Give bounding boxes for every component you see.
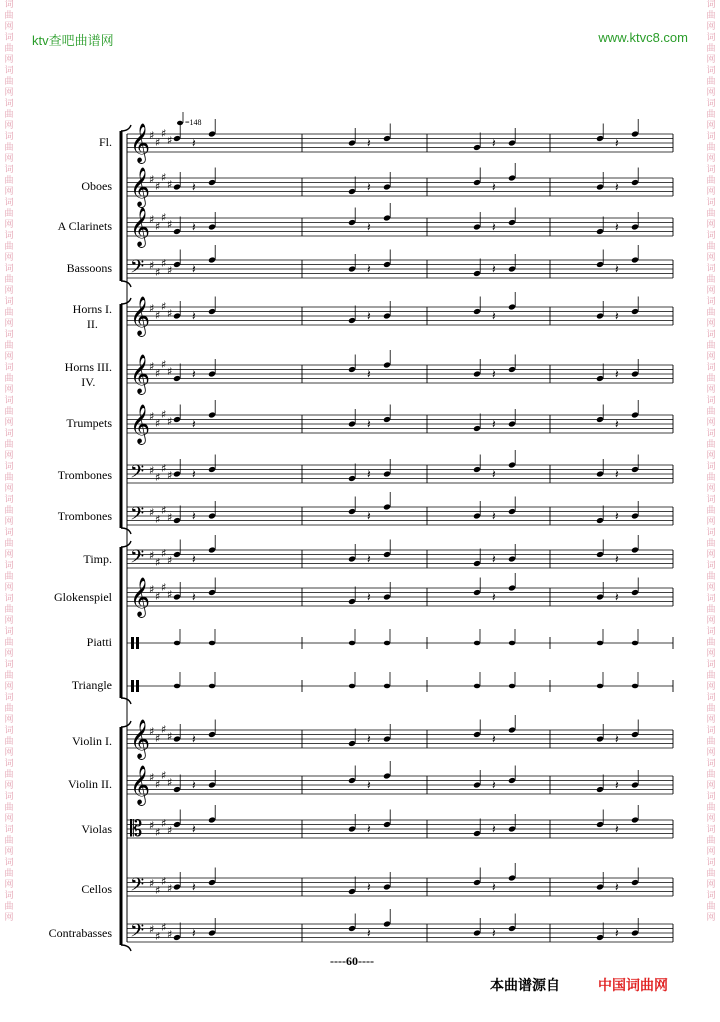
sharp-icon: ♯ (149, 506, 155, 519)
instrument-name: Cellos (81, 882, 112, 896)
staff-5 (127, 292, 673, 337)
rest-icon: 𝄽 (367, 509, 371, 523)
instrument-label (81, 882, 112, 897)
sharp-icon: ♯ (167, 365, 173, 378)
staff-15 (127, 761, 673, 806)
rest-icon: 𝄽 (615, 778, 619, 792)
alto-clef-icon: 𝄡 (130, 817, 143, 842)
rest-icon: 𝄽 (615, 367, 619, 381)
sharp-icon: ♯ (149, 771, 155, 784)
instrument-name: Bassoons (66, 261, 112, 275)
sharp-icon: ♯ (167, 928, 173, 941)
note-head (384, 684, 390, 689)
percussion-clef-icon (136, 637, 139, 649)
rest-icon: 𝄽 (367, 136, 371, 150)
rest-icon: 𝄽 (492, 880, 496, 894)
rest-icon: 𝄽 (615, 732, 619, 746)
sharp-icon: ♯ (161, 723, 167, 736)
sharp-icon: ♯ (167, 730, 173, 743)
rest-icon: 𝄽 (615, 180, 619, 194)
sharp-icon: ♯ (167, 264, 173, 277)
sharp-icon: ♯ (167, 134, 173, 147)
percussion-clef-icon (131, 637, 134, 649)
sharp-icon: ♯ (167, 824, 173, 837)
bass-clef-icon: 𝄢 (130, 462, 145, 487)
instrument-label (58, 219, 112, 234)
percussion-clef-icon (136, 680, 139, 692)
rest-icon: 𝄽 (192, 732, 196, 746)
sharp-icon: ♯ (155, 732, 161, 745)
rest-icon: 𝄽 (492, 509, 496, 523)
sharp-icon: ♯ (149, 213, 155, 226)
sharp-icon: ♯ (161, 581, 167, 594)
staff-2 (127, 163, 673, 208)
sharp-icon: ♯ (155, 778, 161, 791)
rest-icon: 𝄽 (492, 552, 496, 566)
rest-icon: 𝄽 (192, 822, 196, 836)
rest-icon: 𝄽 (367, 926, 371, 940)
rest-icon: 𝄽 (367, 590, 371, 604)
sharp-icon: ♯ (149, 549, 155, 562)
instrument-name: Timp. (83, 552, 112, 566)
rest-icon: 𝄽 (492, 732, 496, 746)
rest-icon: 𝄽 (367, 262, 371, 276)
sharp-icon: ♯ (161, 921, 167, 934)
instrument-name-secondary: IV. (81, 375, 96, 389)
sharp-icon: ♯ (149, 923, 155, 936)
sharp-icon: ♯ (155, 309, 161, 322)
rest-icon: 𝄽 (192, 180, 196, 194)
instrument-label (66, 416, 112, 431)
sharp-icon: ♯ (161, 211, 167, 224)
rest-icon: 𝄽 (367, 778, 371, 792)
sharp-icon: ♯ (161, 358, 167, 371)
instrument-label (81, 822, 112, 837)
rest-icon: 𝄽 (367, 880, 371, 894)
sharp-icon: ♯ (149, 877, 155, 890)
rest-icon: 𝄽 (192, 467, 196, 481)
rest-icon: 𝄽 (492, 778, 496, 792)
instrument-name: Violin I. (72, 734, 112, 748)
note-head (597, 641, 603, 646)
rest-icon: 𝄽 (492, 180, 496, 194)
page-number: ----60---- (330, 954, 374, 968)
bass-clef-icon: 𝄢 (130, 257, 145, 282)
note-head (632, 641, 638, 646)
percussion-clef-icon (131, 680, 134, 692)
rest-icon: 𝄽 (615, 880, 619, 894)
instrument-name: Contrabasses (48, 926, 112, 940)
instrument-label (68, 777, 112, 792)
instrument-label (81, 179, 112, 194)
treble-clef-icon: 𝄞 (130, 167, 151, 207)
sharp-icon: ♯ (161, 257, 167, 270)
instrument-name: Fl. (98, 135, 112, 149)
instrument-label (99, 135, 112, 150)
sharp-icon: ♯ (161, 769, 167, 782)
rest-icon: 𝄽 (367, 417, 371, 431)
sharp-icon: ♯ (149, 360, 155, 373)
staff-3 (127, 203, 673, 248)
footer-site-link[interactable]: 中国词曲网 (598, 978, 668, 994)
rest-icon: 𝄽 (192, 417, 196, 431)
instrument-label (54, 590, 112, 605)
staff-17 (127, 863, 673, 900)
instrument-label (83, 552, 112, 567)
sharp-icon: ♯ (149, 129, 155, 142)
note-head (509, 684, 515, 689)
rest-icon: 𝄽 (192, 552, 196, 566)
sharp-icon: ♯ (155, 590, 161, 603)
instrument-label (49, 926, 112, 941)
rest-icon: 𝄽 (367, 220, 371, 234)
note-head (474, 684, 480, 689)
instrument-name: Glokenspiel (54, 590, 112, 604)
rest-icon: 𝄽 (492, 309, 496, 323)
treble-clef-icon: 𝄞 (130, 207, 151, 247)
instrument-name: Piatti (86, 635, 112, 649)
rest-icon: 𝄽 (492, 590, 496, 604)
sharp-icon: ♯ (149, 302, 155, 315)
side-watermark-right: 词曲网词曲网词曲网词曲网词曲网词曲网词曲网词曲网词曲网词曲网词曲网词曲网词曲网词曲网词曲网词曲网词曲网词曲网词曲网词曲网词曲网词曲网词曲网词曲网词曲网词曲网词曲网词曲网 (706, 0, 716, 923)
rest-icon: 𝄽 (367, 309, 371, 323)
instrument-name: Horns I. (72, 302, 112, 316)
treble-clef-icon: 𝄞 (130, 354, 151, 394)
rest-icon: 𝄽 (492, 926, 496, 940)
sharp-icon: ♯ (149, 173, 155, 186)
tempo-value: =148 (185, 118, 202, 127)
instrument-name: Violin II. (68, 777, 112, 791)
staff-16 (127, 805, 673, 842)
instrument-label (58, 509, 112, 524)
instrument-label (72, 734, 112, 749)
rest-icon: 𝄽 (615, 590, 619, 604)
rest-icon: 𝄽 (192, 926, 196, 940)
rest-icon: 𝄽 (492, 136, 496, 150)
sharp-icon: ♯ (155, 417, 161, 430)
sharp-icon: ♯ (155, 556, 161, 569)
rest-icon: 𝄽 (615, 262, 619, 276)
sharp-icon: ♯ (155, 180, 161, 193)
tempo-note-icon (177, 121, 183, 125)
side-watermark-left: 词曲网词曲网词曲网词曲网词曲网词曲网词曲网词曲网词曲网词曲网词曲网词曲网词曲网词曲网词曲网词曲网词曲网词曲网词曲网词曲网词曲网词曲网词曲网词曲网词曲网词曲网词曲网词曲网 (4, 0, 14, 923)
bass-clef-icon: 𝄢 (130, 547, 145, 572)
treble-clef-icon: 𝄞 (130, 404, 151, 444)
staff-11 (127, 573, 673, 618)
treble-clef-icon: 𝄞 (130, 719, 151, 759)
sharp-icon: ♯ (167, 511, 173, 524)
note-head (349, 641, 355, 646)
rest-icon: 𝄽 (615, 417, 619, 431)
sharp-icon: ♯ (161, 127, 167, 140)
sharp-icon: ♯ (161, 300, 167, 313)
rest-icon: 𝄽 (192, 880, 196, 894)
rest-icon: 𝄽 (367, 822, 371, 836)
sharp-icon: ♯ (149, 259, 155, 272)
rest-icon: 𝄽 (615, 136, 619, 150)
rest-icon: 𝄽 (192, 136, 196, 150)
sharp-icon: ♯ (155, 220, 161, 233)
bass-clef-icon: 𝄢 (130, 504, 145, 529)
staff-8 (127, 450, 673, 487)
note-head (384, 641, 390, 646)
sharp-icon: ♯ (155, 136, 161, 149)
instrument-name: Trombones (57, 468, 112, 482)
note-head (474, 641, 480, 646)
instrument-label (87, 635, 112, 650)
rest-icon: 𝄽 (615, 926, 619, 940)
sharp-icon: ♯ (155, 930, 161, 943)
sharp-icon: ♯ (161, 462, 167, 475)
sharp-icon: ♯ (149, 725, 155, 738)
group-bracket-hook (121, 698, 131, 704)
header-site-name[interactable]: ktv查吧曲谱网 (32, 33, 114, 48)
staff-12 (127, 629, 673, 649)
instrument-name: Triangle (71, 678, 112, 692)
rest-icon: 𝄽 (492, 262, 496, 276)
sharp-icon: ♯ (161, 504, 167, 517)
rest-icon: 𝄽 (615, 822, 619, 836)
treble-clef-icon: 𝄞 (130, 123, 151, 163)
header-site-url[interactable]: www.ktvc8.com (598, 30, 688, 45)
sharp-icon: ♯ (167, 307, 173, 320)
sharp-icon: ♯ (161, 171, 167, 184)
treble-clef-icon: 𝄞 (130, 577, 151, 617)
sharp-icon: ♯ (149, 819, 155, 832)
sharp-icon: ♯ (155, 826, 161, 839)
footer-source-text: 本曲谱源自 (490, 978, 560, 994)
treble-clef-icon: 𝄞 (130, 765, 151, 805)
sharp-icon: ♯ (155, 266, 161, 279)
note-head (174, 684, 180, 689)
note-head (632, 684, 638, 689)
rest-icon: 𝄽 (367, 732, 371, 746)
bass-clef-icon: 𝄢 (130, 875, 145, 900)
staff-18 (127, 909, 673, 946)
instrument-label (65, 360, 112, 390)
rest-icon: 𝄽 (192, 778, 196, 792)
rest-icon: 𝄽 (615, 309, 619, 323)
rest-icon: 𝄽 (367, 552, 371, 566)
instrument-label (72, 678, 112, 693)
instrument-name: Violas (81, 822, 112, 836)
sharp-icon: ♯ (155, 513, 161, 526)
bass-clef-icon: 𝄢 (130, 921, 145, 946)
sharp-icon: ♯ (161, 547, 167, 560)
sharp-icon: ♯ (167, 469, 173, 482)
rest-icon: 𝄽 (492, 220, 496, 234)
sharp-icon: ♯ (149, 583, 155, 596)
sharp-icon: ♯ (167, 882, 173, 895)
staff-1 (127, 119, 673, 164)
note-head (174, 641, 180, 646)
note-head (349, 684, 355, 689)
staff-4 (127, 245, 673, 282)
tempo-marking (177, 112, 202, 127)
note-head (209, 641, 215, 646)
instrument-name: Horns III. (64, 360, 112, 374)
staff-7 (127, 400, 673, 445)
note-head (209, 684, 215, 689)
sharp-icon: ♯ (167, 218, 173, 231)
note-head (509, 641, 515, 646)
rest-icon: 𝄽 (615, 467, 619, 481)
staff-10 (127, 535, 673, 572)
staff-9 (127, 492, 673, 529)
staff-13 (127, 672, 673, 692)
sharp-icon: ♯ (149, 464, 155, 477)
treble-clef-icon: 𝄞 (130, 296, 151, 336)
instrument-name-secondary: II. (86, 317, 98, 331)
rest-icon: 𝄽 (192, 590, 196, 604)
sharp-icon: ♯ (149, 410, 155, 423)
rest-icon: 𝄽 (492, 417, 496, 431)
rest-icon: 𝄽 (367, 467, 371, 481)
rest-icon: 𝄽 (192, 509, 196, 523)
sharp-icon: ♯ (167, 554, 173, 567)
note-head (597, 684, 603, 689)
staff-14 (127, 715, 673, 760)
instrument-label (67, 261, 112, 276)
sharp-icon: ♯ (167, 178, 173, 191)
sharp-icon: ♯ (167, 776, 173, 789)
rest-icon: 𝄽 (492, 467, 496, 481)
rest-icon: 𝄽 (615, 220, 619, 234)
sharp-icon: ♯ (167, 415, 173, 428)
rest-icon: 𝄽 (615, 509, 619, 523)
rest-icon: 𝄽 (367, 367, 371, 381)
instrument-name: Trombones (57, 509, 112, 523)
rest-icon: 𝄽 (192, 309, 196, 323)
instrument-name: A Clarinets (57, 219, 112, 233)
sharp-icon: ♯ (155, 884, 161, 897)
staff-6 (127, 350, 673, 395)
sharp-icon: ♯ (155, 471, 161, 484)
sharp-icon: ♯ (161, 817, 167, 830)
sharp-icon: ♯ (161, 408, 167, 421)
sharp-icon: ♯ (167, 588, 173, 601)
sharp-icon: ♯ (155, 367, 161, 380)
rest-icon: 𝄽 (192, 367, 196, 381)
rest-icon: 𝄽 (492, 822, 496, 836)
rest-icon: 𝄽 (615, 552, 619, 566)
sharp-icon: ♯ (161, 875, 167, 888)
rest-icon: 𝄽 (492, 367, 496, 381)
instrument-name: Trumpets (66, 416, 112, 430)
instrument-name: Oboes (81, 179, 112, 193)
instrument-label (73, 302, 112, 332)
rest-icon: 𝄽 (192, 262, 196, 276)
rest-icon: 𝄽 (367, 180, 371, 194)
instrument-label (58, 468, 112, 483)
rest-icon: 𝄽 (192, 220, 196, 234)
